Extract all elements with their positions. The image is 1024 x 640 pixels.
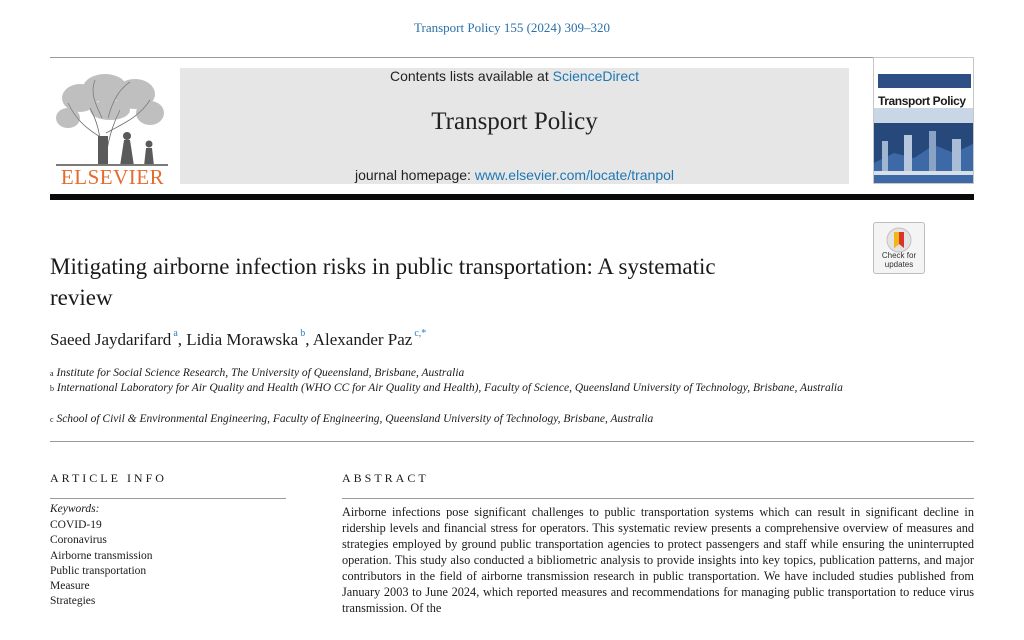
affiliation-marker[interactable]: b bbox=[300, 328, 306, 339]
affiliation-c: $^c$ School of Civil & Environmental Engineering, Faculty of Engineering, Queensland University of Technology, Brisbane, Australia bbox=[50, 413, 654, 425]
keywords-list bbox=[50, 518, 153, 610]
affiliation-b: $^b$ International Laboratory for Air Quality and Health (WHO CC for Air Quality and Health), Faculty of Science, Queensland University of Technology, Brisbane, Australia bbox=[50, 382, 843, 394]
header-thick-rule bbox=[50, 194, 974, 200]
author-list: Saeed Jaydarifard $^a$, Lidia Morawska $^b$, Alexander Paz $^{c,*}$ bbox=[50, 328, 427, 349]
author-name[interactable]: Saeed Jaydarifard bbox=[50, 330, 172, 349]
article-title: Mitigating airborne infection risks in public transportation: A systematic review bbox=[50, 254, 716, 310]
affiliation-marker[interactable]: a bbox=[173, 328, 178, 339]
header-divider bbox=[50, 57, 974, 58]
contents-prefix: Contents lists available at bbox=[389, 68, 553, 84]
journal-citation-link[interactable]: Transport Policy 155 (2024) 309–320 bbox=[414, 20, 610, 35]
affiliation-a: $^a$ Institute for Social Science Research, The University of Queensland, Brisbane, Australia bbox=[50, 367, 465, 379]
journal-name: Transport Policy bbox=[431, 108, 598, 135]
contents-availability-line bbox=[180, 68, 849, 84]
homepage-prefix: journal homepage: bbox=[354, 167, 475, 183]
keyword-item: Airborne transmission bbox=[50, 549, 153, 562]
bookmark-icon bbox=[886, 227, 912, 253]
affiliation-marker[interactable]: c,* bbox=[414, 328, 427, 339]
keyword-item: Strategies bbox=[50, 595, 96, 608]
abstract-heading: ABSTRACT bbox=[342, 471, 429, 485]
abstract-divider bbox=[342, 498, 974, 499]
keyword-item: Measure bbox=[50, 580, 90, 593]
author-name[interactable]: Lidia Morawska bbox=[186, 330, 299, 349]
cover-journal-title: Transport Policy bbox=[878, 94, 966, 108]
elsevier-logo-text: ELSEVIER bbox=[60, 165, 165, 189]
keywords-label: Keywords: bbox=[50, 503, 100, 515]
section-divider bbox=[50, 441, 974, 442]
author-name[interactable]: Alexander Paz bbox=[312, 330, 413, 349]
article-info-heading: ARTICLE INFO bbox=[50, 471, 167, 485]
journal-homepage-line bbox=[180, 167, 849, 183]
keyword-item: Coronavirus bbox=[50, 534, 107, 547]
journal-cover-image[interactable] bbox=[873, 57, 974, 184]
journal-homepage-link[interactable]: www.elsevier.com/locate/tranpol bbox=[474, 167, 675, 183]
sciencedirect-link[interactable]: ScienceDirect bbox=[552, 68, 639, 84]
keyword-item: Public transportation bbox=[50, 564, 147, 577]
check-for-updates-button[interactable] bbox=[873, 222, 925, 274]
abstract-text: Airborne infections pose significant challenges to public transportation systems which can result in significant decline in ridership levels and financial stress for operators. This systematic review presents a comprehensive overview of measures and strategies employed by ground public transportation agencies to protect passengers and staff while ensuring the uninterrupted operation. This study also conducted a bibliometric analysis to provide insights into key topics, publication patterns, and major contributors in the field of airborne transmission research in public transportation. We have included studies published from January 2003 to June 2024, which reported measures and recommendations for managing public transportation to reduce virus transmission. Of the bbox=[342, 505, 974, 615]
article-info-divider bbox=[50, 498, 286, 499]
cover-banner bbox=[878, 74, 971, 88]
cover-skyline-graphic bbox=[874, 123, 974, 183]
check-updates-label: Check for updates bbox=[881, 251, 917, 269]
keyword-item: COVID-19 bbox=[50, 519, 102, 531]
